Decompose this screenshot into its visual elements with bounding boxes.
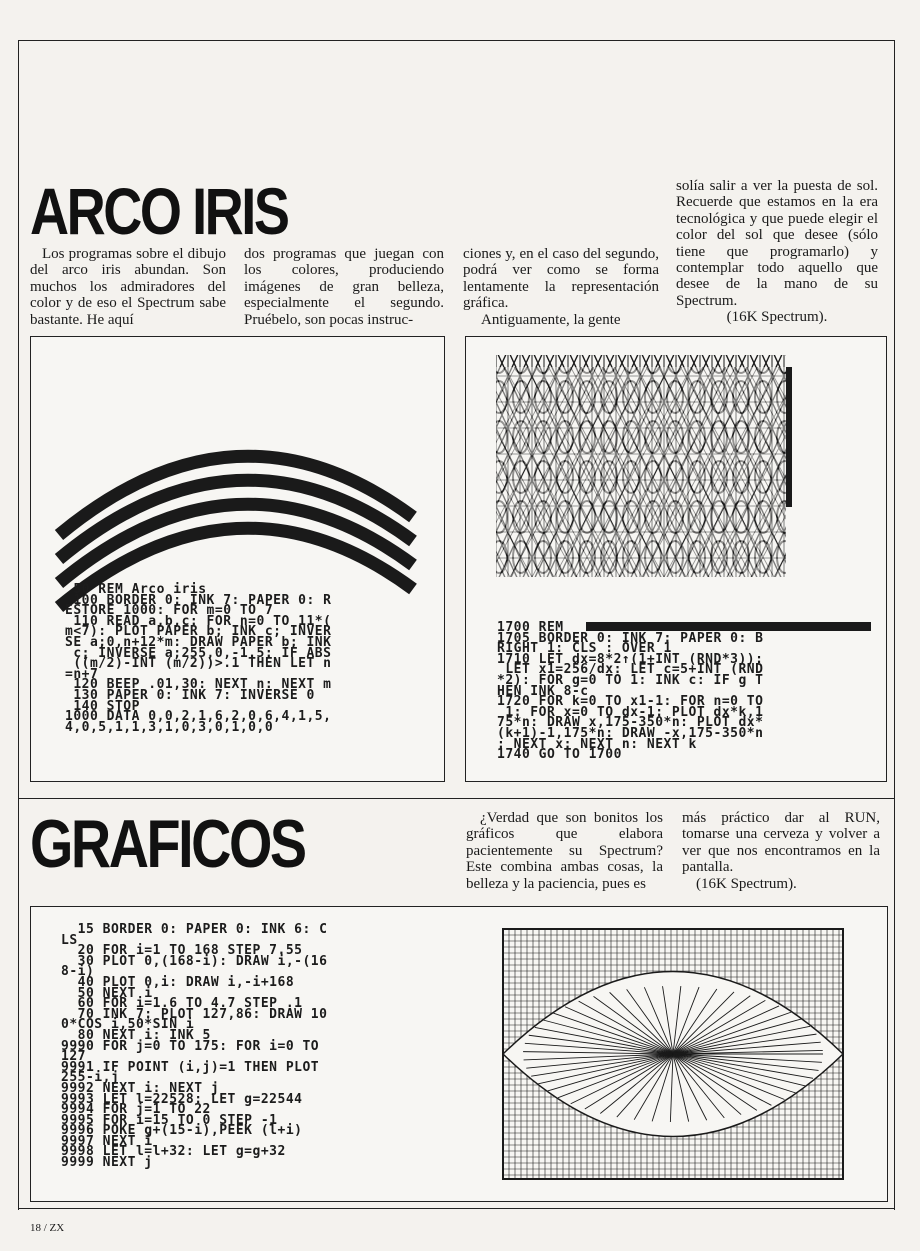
article2-column-1 bbox=[466, 810, 663, 892]
article1-column-1 bbox=[30, 246, 226, 328]
article1-column-4 bbox=[676, 178, 878, 326]
article1-title: ARCO IRIS bbox=[30, 174, 288, 248]
woven-pattern-graphic bbox=[466, 337, 886, 587]
article1-column-3 bbox=[463, 246, 659, 328]
pattern-listing: 1700 REM 1705 BORDER 0: INK 7: PAPER 0: B RIGHT 1: CLS : OVER 1 1710 LET dx=8*2↑(1+INT (RND*3)): LET x1=256/dx: LET c=5+INT (RND *2): FOR g=0 TO 1: INK c: IF g T HEN INK 8-c 1720 FOR k=0 TO x1-1: FOR n=0 TO 1: FOR x=0 TO dx-1: PLOT dx*k,1 75*n: DRAW x,175-350*n: PLOT dx* (k+1)-1,175*n: DRAW -x,175-350*n : NEXT x: NEXT n: NEXT k 1740 GO TO 1700 bbox=[497, 620, 764, 763]
article2-column-1-text: ¿Verdad que son bonitos los gráficos que elabora pacientemente su Spectrum? Este combina ambas cosas, la belleza y la paciencia, pues es bbox=[466, 810, 663, 892]
article1-column-4-text: solía salir a ver la puesta de sol. Recuerde que estamos en la era tecnológica y que puede elegir el color del sol que desee (sólo tiene que programarlo) y contemplar todo aquello que desee de la mano de su Spectrum. bbox=[676, 178, 878, 309]
pattern-right-bar bbox=[786, 367, 792, 507]
article2-column-2 bbox=[682, 810, 880, 892]
article1-column-1-text: Los programas sobre el dibujo del arco iris abundan. Son muchos los admiradores del color y de eso el Spectrum sabe bastante. He aquí bbox=[30, 246, 226, 328]
eye-graphic bbox=[495, 921, 859, 1189]
rainbow-listing: 50 REM Arco iris 100 BORDER 0: INK 7: PAPER 0: R ESTORE 1000: FOR m=0 TO 7 110 READ a,b,c: FOR n=0 TO 11*( m<7): PLOT PAPER b; INK c; INVER SE a;0,n+12*m: DRAW PAPER b; INK c; INVERSE a;255,0,-1.5: IF ABS ((m/2)-INT (m/2))>.1 THEN LET n =n+7 120 BEEP .01,30: NEXT n: NEXT m 130 PAPER 0: INK 7: INVERSE 0 140 STOP 1000 DATA 0,0,2,1,6,2,0,6,4,1,5, 4,0,5,1,1,3,1,0,3,0,1,0,0 bbox=[65, 582, 332, 735]
article1-column-2-text: dos programas que juegan con los colores, produciendo imágenes de gran belleza, especialmente el segundo. Pruébelo, son pocas instruc- bbox=[244, 246, 444, 328]
left-rule bbox=[18, 40, 19, 1210]
article2-title: GRAFICOS bbox=[30, 806, 305, 882]
top-rule bbox=[18, 40, 894, 41]
article1-column-3-text: ciones y, en el caso del segundo, podrá ver como se forma lentamente la representación gráfica. bbox=[463, 246, 659, 312]
graphics-listing: 15 BORDER 0: PAPER 0: INK 6: C LS 20 FOR i=1 TO 168 STEP 7.55 30 PLOT 0,(168-i): DRAW i,-(16 8-i) 40 PLOT 0,i: DRAW i,-i+168 50 NEXT i 60 FOR i=1.6 TO 4.7 STEP .1 70 INK 7: PLOT 127,86: DRAW 10 0*COS i,50*SIN i 80 NEXT i: INK 5 9990 FOR j=0 TO 175: FOR i=0 TO 127 9991 IF POINT (i,j)=1 THEN PLOT 255-i,j 9992 NEXT i: NEXT j 9993 LET l=22528: LET g=22544 9994 FOR j=1 TO 22 9995 FOR i=15 TO 0 STEP -1 9996 POKE g+(15-i),PEEK (l+i) 9997 NEXT i 9998 LET l=l+32: LET g=g+32 9999 NEXT j bbox=[61, 922, 328, 1171]
right-rule bbox=[894, 40, 895, 1210]
article2-column-2-text: más práctico dar al RUN, tomarse una cerveza y volver a ver que nos encontramos en la pantalla. bbox=[682, 810, 880, 876]
article1-column-3-text-2: Antiguamente, la gente bbox=[481, 311, 621, 328]
article1-column-2 bbox=[244, 246, 444, 328]
article1-note: (16K Spectrum). bbox=[726, 309, 828, 326]
bottom-rule bbox=[18, 1208, 894, 1209]
pattern-overlay bbox=[496, 367, 786, 577]
pattern-listing-box bbox=[465, 336, 887, 782]
page-footer: 18 / ZX bbox=[30, 1222, 65, 1234]
pattern-top-band bbox=[496, 355, 786, 367]
section-divider bbox=[18, 798, 894, 799]
graphics-listing-box bbox=[30, 906, 888, 1202]
rainbow-listing-box bbox=[30, 336, 445, 782]
article2-note: (16K Spectrum). bbox=[696, 875, 797, 892]
